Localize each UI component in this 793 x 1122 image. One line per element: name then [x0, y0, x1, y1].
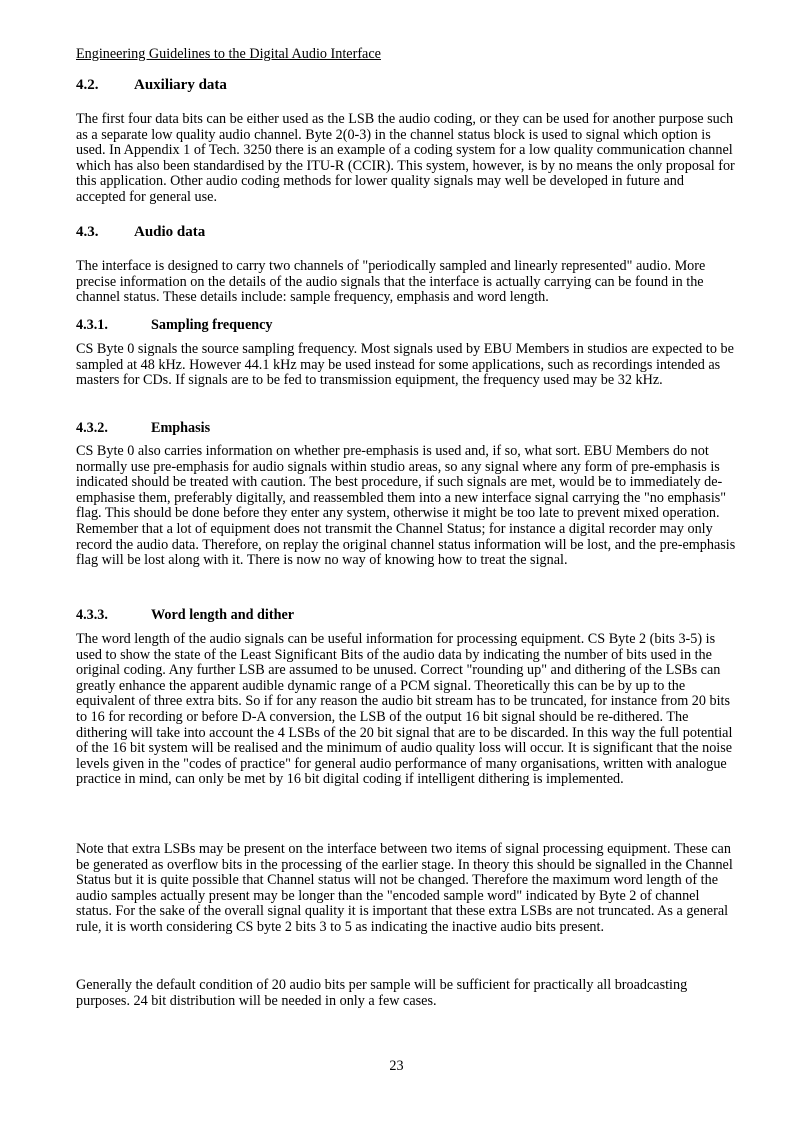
heading-number: 4.3. — [76, 224, 99, 240]
heading-number: 4.2. — [76, 77, 99, 93]
heading-4-3 — [76, 225, 736, 241]
heading-4-3-2 — [76, 421, 736, 437]
paragraph: The interface is designed to carry two channels of "periodically sampled and linearly represented" audio. More precise information on the details of the audio signals that the interface is actually carrying can be found in the channel status. These details include: sample frequency, emphasis and word length. — [76, 258, 706, 306]
heading-4-3-3 — [76, 608, 736, 624]
page-number: 23 — [389, 1058, 404, 1074]
heading-4-2 — [76, 78, 736, 94]
heading-number: 4.3.1. — [76, 317, 108, 333]
heading-title: Word length and dither — [151, 607, 295, 623]
heading-number: 4.3.2. — [76, 420, 108, 436]
heading-4-3-1 — [76, 318, 736, 334]
heading-number: 4.3.3. — [76, 607, 108, 623]
heading-title: Audio data — [134, 224, 206, 240]
heading-title: Sampling frequency — [151, 317, 273, 333]
paragraph: CS Byte 0 signals the source sampling frequency. Most signals used by EBU Members in studios are expected to be sampled at 48 kHz. However 44.1 kHz may be used instead for some applications, such as recordings intended as masters for CDs. If signals are to be fed to transmission equipment, the frequency used may be 32 kHz. — [76, 341, 734, 389]
paragraph: Note that extra LSBs may be present on the interface between two items of signal processing equipment. These can be generated as overflow bits in the processing of the earlier stage. In theory this should be signalled in the Channel Status but it is quite possible that Channel status will not be changed. Therefore the maximum word length of the audio samples actually present may be longer than the "encoded sample word" indicated by Byte 2 of channel status. For the sake of the overall signal quality it is important that these extra LSBs are not truncated. As a general rule, it is worth considering CS byte 2 bits 3 to 5 as indicating the inactive audio bits present. — [76, 841, 733, 935]
paragraph: The word length of the audio signals can be useful information for processing equipment. CS Byte 2 (bits 3-5) is used to show the state of the Least Significant Bits of the audio data by indicating the number of bits used in the original coding. Any further LSB are assumed to be unused. Correct "rounding up" and dithering of the LSBs can greatly enhance the apparent audible dynamic range of a PCM signal. Theoretically this can be by up to the equivalent of three extra bits. So if for any reason the audio bit stream has to be truncated, for instance from 20 bits to 16 for recording or before D-A conversion, the LSB of the output 16 bit signal should be re-dithered. The dithering will take into account the 4 LSBs of the 20 bit signal that are to be discarded. In this way the full potential of the 16 bit system will be realised and the minimum of audio quality loss will occur. It is significant that the noise levels given in the "codes of practice" for general audio performance of many organisations, written with analogue practice in mind, can only be met by 16 bit digital coding if intelligent dithering is implemented. — [76, 631, 733, 788]
paragraph: Generally the default condition of 20 audio bits per sample will be sufficient for practically all broadcasting purposes. 24 bit distribution will be needed in only a few cases. — [76, 977, 688, 1009]
paragraph: CS Byte 0 also carries information on whether pre-emphasis is used and, if so, what sort. EBU Members do not normally use pre-emphasis for audio signals within studio areas, so any signal where any form of pre-emphasis is indicated should be treated with caution. The best procedure, if such signals are met, would be to immediately de-emphasise them, preferably digitally, and reassembled them into a new interface signal carrying the "no emphasis" flag. This should be done before they enter any system, otherwise it might be too late to prevent mixed operation. Remember that a lot of equipment does not transmit the Channel Status; for instance a digital recorder may only record the audio data. Therefore, on replay the original channel status information will be lost, and the pre-emphasis flag will be lost along with it. There is now no way of knowing how to treat the signal. — [76, 443, 736, 569]
heading-title: Auxiliary data — [134, 77, 227, 93]
heading-title: Emphasis — [151, 420, 211, 436]
paragraph: The first four data bits can be either used as the LSB the audio coding, or they can be used for another purpose such as a separate low quality audio channel. Byte 2(0-3) in the channel status block is used to signal which option is used. In Appendix 1 of Tech. 3250 there is an example of a coding system for a low quality communication channel which has also been standardised by the ITU-R (CCIR). This system, however, is by no means the only proposal for this application. Other audio coding methods for lower quality signals may well be developed in future and accepted for general use. — [76, 111, 735, 205]
running-header: Engineering Guidelines to the Digital Audio Interface — [76, 46, 381, 62]
